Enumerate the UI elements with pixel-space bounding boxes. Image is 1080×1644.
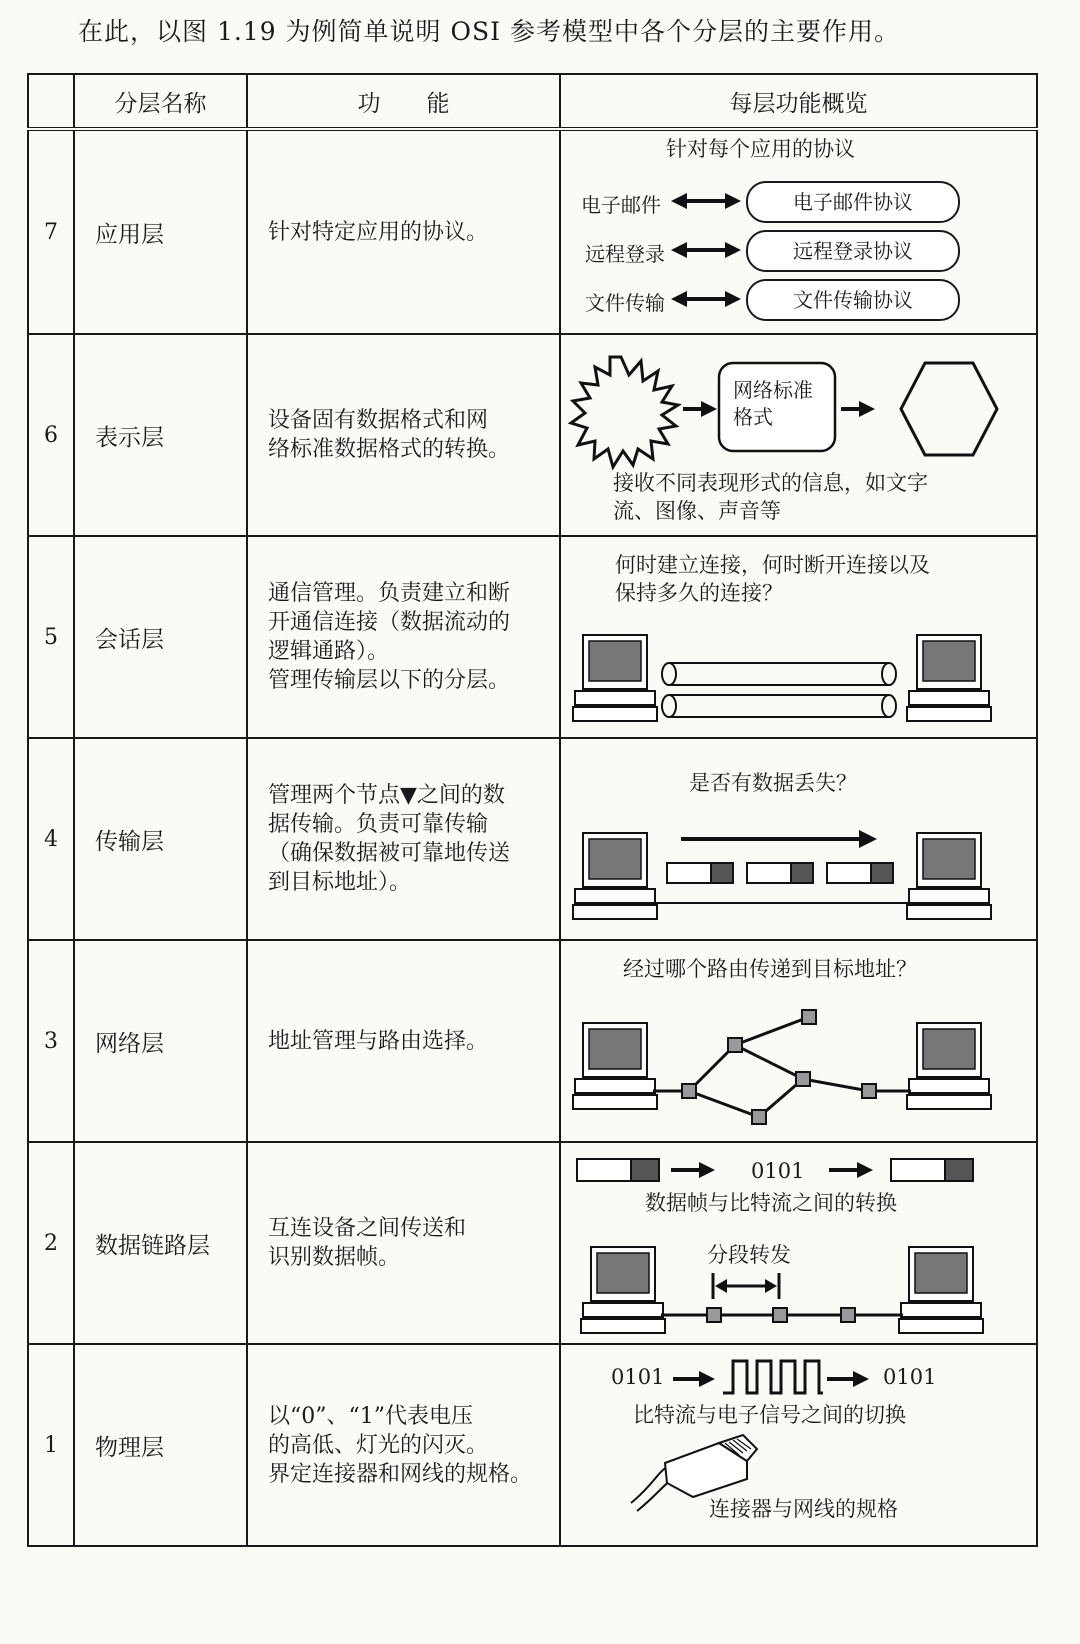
function-line: 据传输。负责可靠传输 bbox=[268, 812, 489, 837]
computer-icon-left bbox=[573, 833, 657, 919]
function-line: 以“0”、“1”代表电压 bbox=[268, 1403, 473, 1429]
layer-function bbox=[247, 1142, 560, 1344]
header-overview: 每层功能概览 bbox=[560, 74, 1037, 129]
layer-number: 1 bbox=[28, 1344, 74, 1546]
right-arrow-icon bbox=[671, 1162, 873, 1178]
layer-function bbox=[247, 738, 560, 940]
layer-row-4 bbox=[28, 738, 1037, 940]
layer-row-2 bbox=[28, 1142, 1037, 1344]
caption-line: 保持多久的连接？ bbox=[615, 581, 783, 605]
protocol-pill: 文件传输协议 bbox=[746, 279, 960, 321]
data-packets bbox=[667, 863, 893, 883]
starburst-shape bbox=[571, 357, 678, 467]
box-line: 网络标准 bbox=[733, 378, 813, 402]
protocol-left-label: 文件传输 bbox=[585, 291, 665, 315]
right-arrow-icon bbox=[681, 830, 877, 848]
layer-number: 6 bbox=[28, 334, 74, 536]
layer-function bbox=[247, 1344, 560, 1546]
layer-row-3 bbox=[28, 940, 1037, 1142]
protocol-left-label: 电子邮件 bbox=[581, 193, 661, 217]
layer-number: 7 bbox=[28, 129, 74, 334]
layer-name: 物理层 bbox=[74, 1344, 247, 1546]
square-wave-icon bbox=[723, 1361, 823, 1393]
layer-number: 4 bbox=[28, 738, 74, 940]
function-line: 针对特定应用的协议。 bbox=[268, 219, 489, 245]
overview-caption: 比特流与电子信号之间的切换 bbox=[633, 1403, 906, 1427]
computer-icon-left bbox=[581, 1247, 665, 1333]
overview-caption: 数据帧与比特流之间的转换 bbox=[645, 1191, 897, 1215]
intro-text: 在此，以图 1.19 为例简单说明 OSI 参考模型中各个分层的主要作用。 bbox=[78, 17, 900, 46]
function-line: 地址管理与路由选择。 bbox=[268, 1028, 489, 1054]
computer-icon-right bbox=[907, 833, 991, 919]
caption-line: 何时建立连接，何时断开连接以及 bbox=[615, 553, 930, 577]
session-pipes-graphic bbox=[561, 537, 1038, 737]
layer-row-7 bbox=[28, 129, 1037, 334]
layer-number: 2 bbox=[28, 1142, 74, 1344]
segment-double-arrow bbox=[713, 1273, 779, 1299]
function-line: 设备固有数据格式和网 bbox=[268, 408, 489, 433]
bits-label: 0101 bbox=[751, 1159, 805, 1183]
bits-in-label: 0101 bbox=[611, 1365, 665, 1389]
frame-icon bbox=[577, 1159, 973, 1181]
osi-table bbox=[27, 73, 1038, 1547]
standard-format-label bbox=[733, 377, 813, 431]
function-line: 的高低、灯光的闪灭。 bbox=[268, 1432, 489, 1458]
overview-data-link bbox=[560, 1142, 1037, 1344]
double-arrows-graphic bbox=[561, 131, 1038, 333]
overview-physical bbox=[560, 1344, 1037, 1546]
pipe-lower bbox=[662, 695, 896, 717]
routing-graphic bbox=[561, 941, 1038, 1141]
segment-label: 分段转发 bbox=[707, 1243, 791, 1267]
layer-name: 数据链路层 bbox=[74, 1142, 247, 1344]
function-line: （确保数据被可靠地传送 bbox=[268, 841, 511, 866]
computer-icon-right bbox=[899, 1247, 983, 1333]
function-line: 络标准数据格式的转换。 bbox=[268, 437, 511, 462]
computer-icon-right bbox=[907, 1023, 991, 1109]
overview-title: 针对每个应用的协议 bbox=[666, 137, 855, 161]
transport-graphic bbox=[561, 739, 1038, 939]
layer-name: 会话层 bbox=[74, 536, 247, 738]
protocol-pill: 电子邮件协议 bbox=[746, 181, 960, 223]
function-line: 界定连接器和网线的规格。 bbox=[268, 1461, 533, 1487]
function-line: 管理传输层以下的分层。 bbox=[268, 668, 511, 693]
hexagon-shape bbox=[901, 363, 997, 455]
connector-caption: 连接器与网线的规格 bbox=[709, 1497, 898, 1521]
layer-name: 应用层 bbox=[74, 129, 247, 334]
data-link-graphic bbox=[561, 1143, 1038, 1343]
function-line: 管理两个节点▼之间的数 bbox=[268, 783, 505, 808]
function-line: 逻辑通路）。 bbox=[268, 639, 390, 664]
layer-number: 3 bbox=[28, 940, 74, 1142]
route-lines bbox=[653, 1017, 911, 1117]
computer-icon-left bbox=[573, 635, 657, 721]
rj45-connector-icon bbox=[631, 1435, 757, 1511]
function-line: 通信管理。负责建立和断 bbox=[268, 581, 511, 606]
layer-row-5 bbox=[28, 536, 1037, 738]
bits-out-label: 0101 bbox=[883, 1365, 937, 1389]
computer-icon-right bbox=[907, 635, 991, 721]
overview-transport bbox=[560, 738, 1037, 940]
overview-presentation bbox=[560, 334, 1037, 536]
header-layer-name: 分层名称 bbox=[74, 74, 247, 129]
physical-graphic bbox=[561, 1345, 1038, 1545]
overview-caption: 经过哪个路由传递到目标地址？ bbox=[623, 957, 917, 981]
layer-number: 5 bbox=[28, 536, 74, 738]
layer-name: 传输层 bbox=[74, 738, 247, 940]
layer-name: 表示层 bbox=[74, 334, 247, 536]
caption-line: 接收不同表现形式的信息，如文字 bbox=[613, 471, 928, 495]
protocol-left-label: 远程登录 bbox=[585, 242, 665, 266]
function-line: 到目标地址）。 bbox=[268, 870, 412, 895]
header-function: 功 能 bbox=[247, 74, 560, 129]
computer-icon-left bbox=[573, 1023, 657, 1109]
layer-row-1 bbox=[28, 1344, 1037, 1546]
layer-function bbox=[247, 129, 560, 334]
overview-session bbox=[560, 536, 1037, 738]
protocol-pill: 远程登录协议 bbox=[746, 230, 960, 272]
caption-line: 流、图像、声音等 bbox=[613, 499, 781, 523]
pipe-upper bbox=[662, 663, 896, 685]
overview-caption bbox=[613, 469, 928, 525]
layer-row-6 bbox=[28, 334, 1037, 536]
header-number bbox=[28, 74, 74, 129]
table-header-row bbox=[28, 74, 1037, 129]
function-line: 互连设备之间传送和 bbox=[268, 1216, 467, 1241]
layer-function bbox=[247, 334, 560, 536]
layer-function bbox=[247, 536, 560, 738]
overview-network bbox=[560, 940, 1037, 1142]
function-line: 开通信连接（数据流动的 bbox=[268, 610, 511, 635]
function-line: 识别数据帧。 bbox=[268, 1245, 401, 1270]
layer-name: 网络层 bbox=[74, 940, 247, 1142]
layer-function bbox=[247, 940, 560, 1142]
overview-caption: 是否有数据丢失？ bbox=[689, 771, 857, 795]
overview-application bbox=[560, 129, 1037, 334]
box-line: 格式 bbox=[733, 405, 773, 429]
